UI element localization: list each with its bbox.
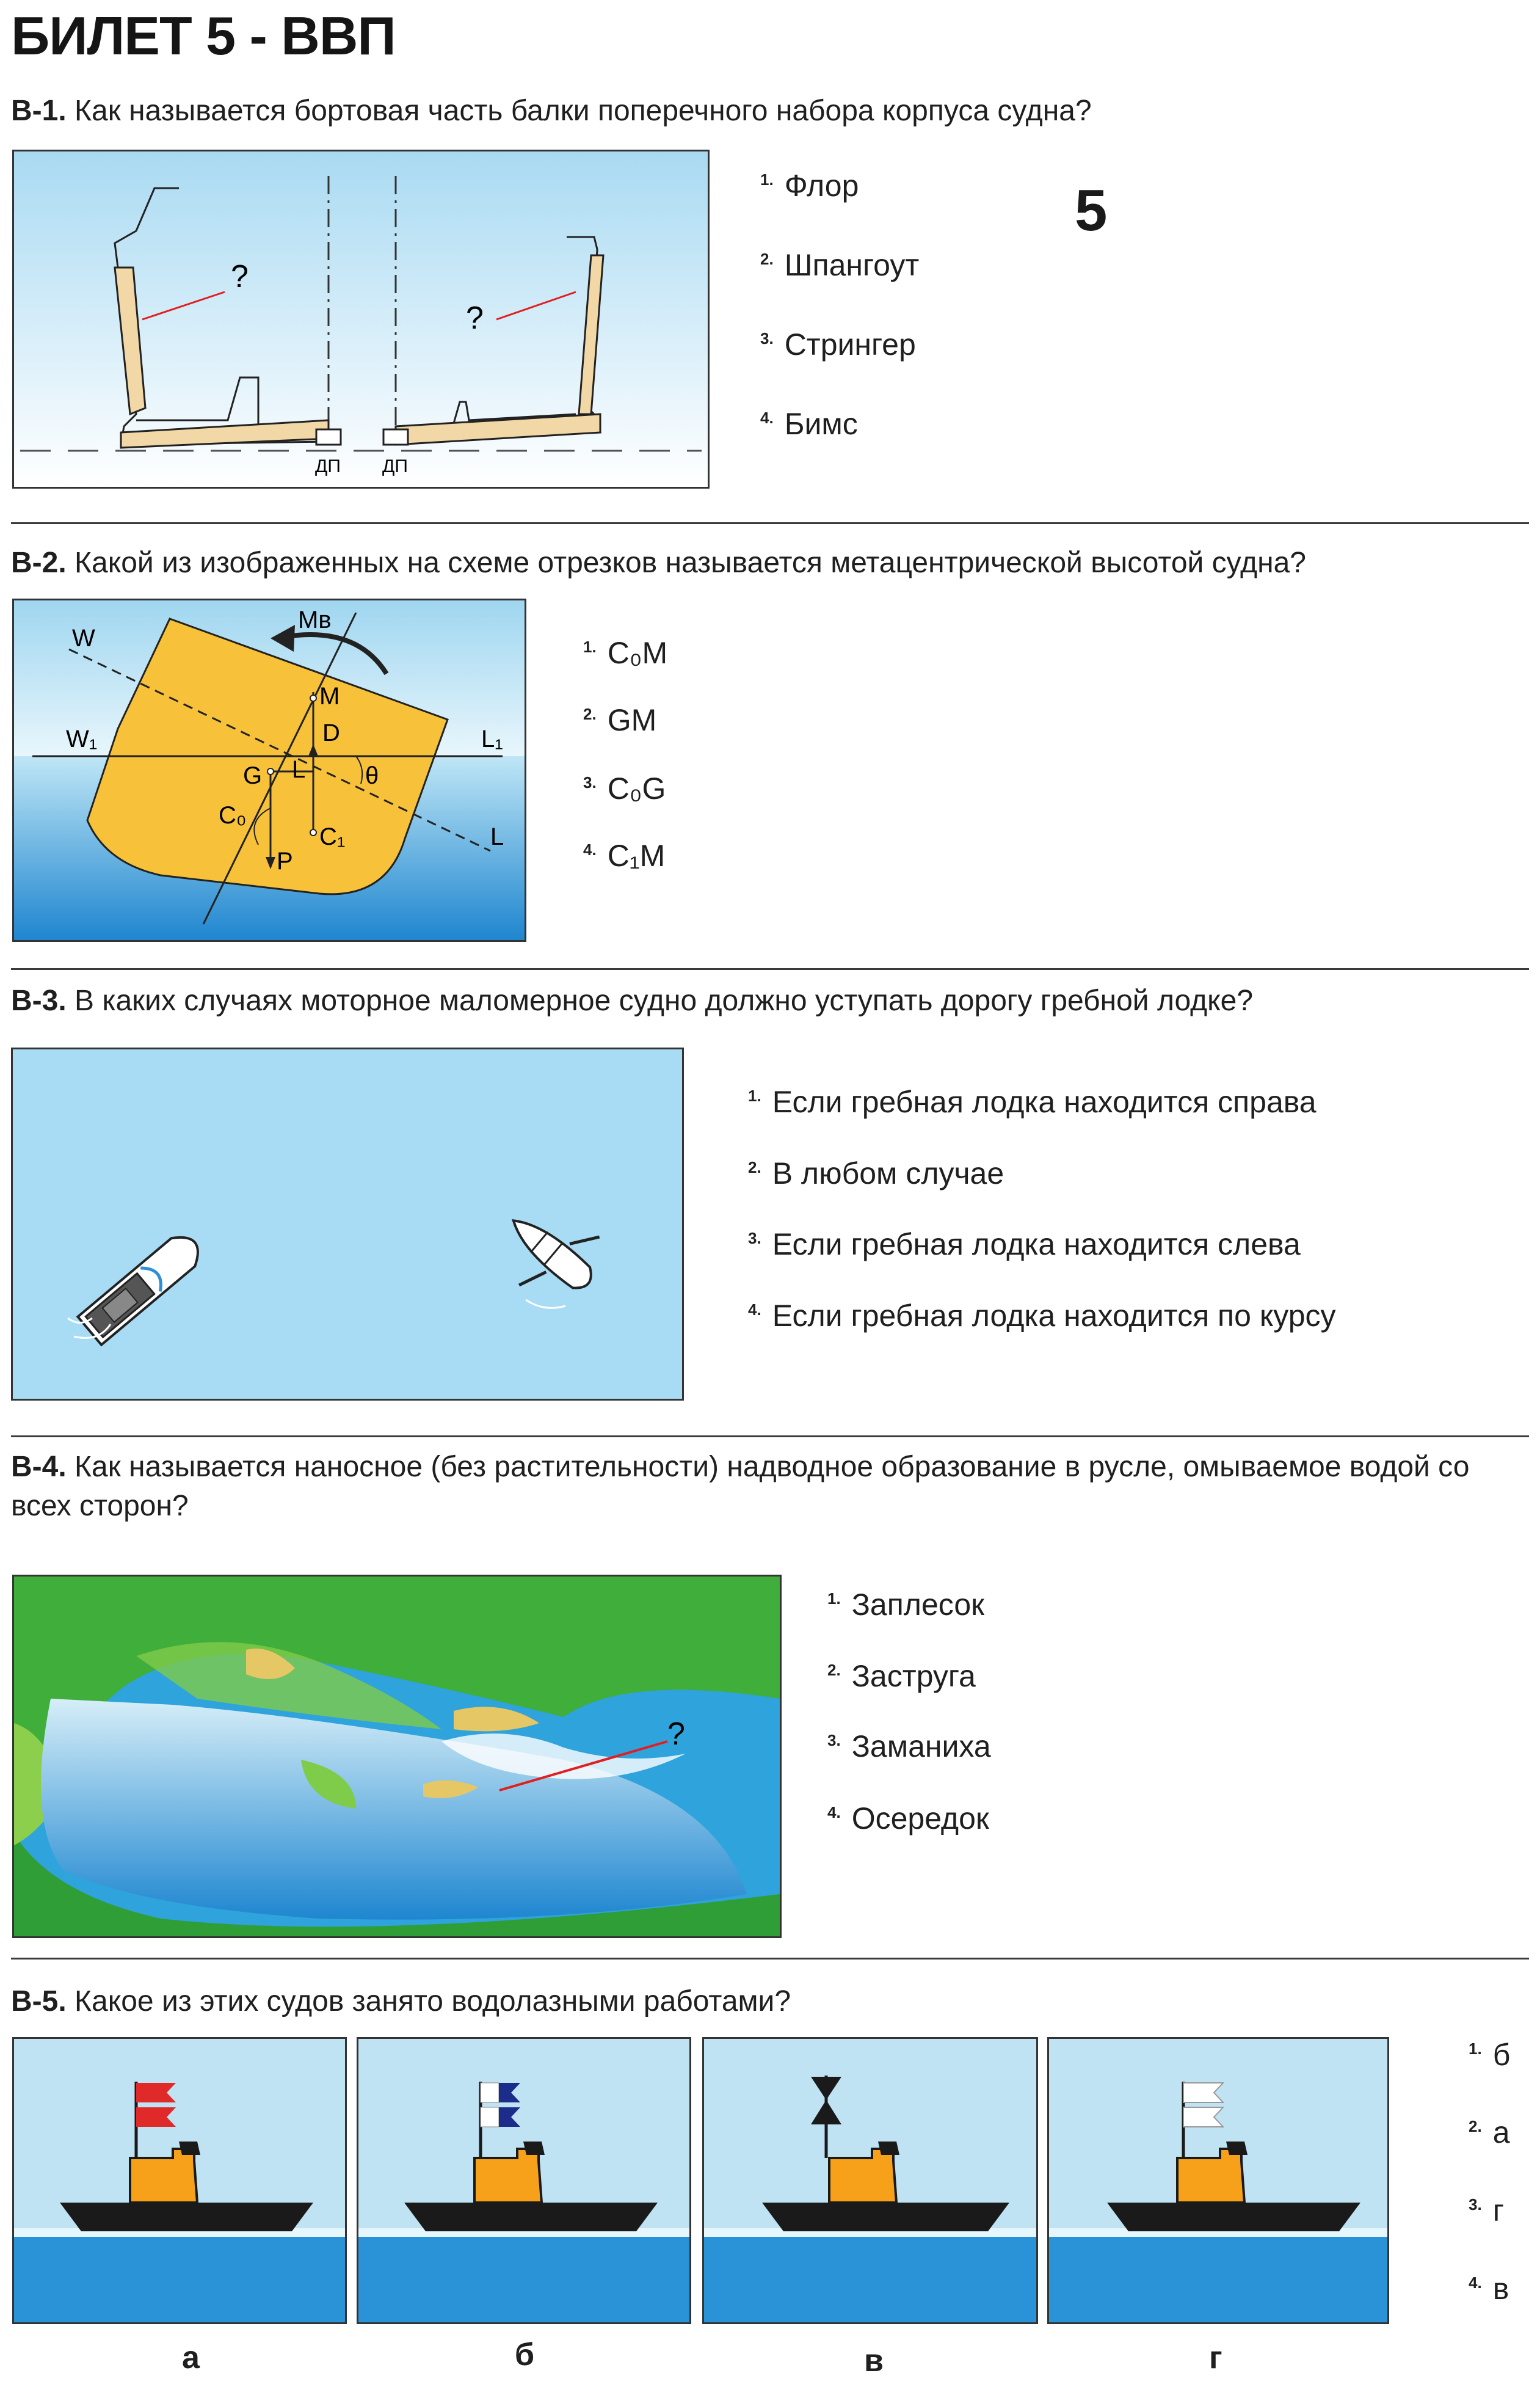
question-2 [11,544,1306,583]
q3-option-3[interactable]: $^{3.}$ Если гребная лодка находится слева [748,1227,1301,1261]
q1-option-3[interactable]: $^{3.}$ Стрингер [760,327,916,362]
q1-option-1[interactable]: $^{1.}$ Флор [760,169,859,203]
question-5 [11,1982,791,2021]
hull-cross-section-svg [14,151,708,487]
q3-option-2[interactable]: $^{2.}$ В любом случае [748,1156,1004,1190]
q4-option-4[interactable]: $^{4.}$ Осередок [827,1801,989,1835]
boats-encounter-figure [11,1048,684,1401]
q5-option-1[interactable]: $^{1.}$ б [1469,2038,1511,2072]
q3-option-1[interactable]: $^{1.}$ Если гребная лодка находится справа [748,1085,1317,1119]
river-island-figure [12,1575,782,1938]
label-G: G [243,762,263,789]
question-2-code: В-2. [11,547,67,579]
label-W: W [72,625,95,652]
q1-option-2[interactable]: $^{2.}$ Шпангоут [760,248,920,282]
q2-option-2[interactable]: $^{2.}$ GM [583,703,657,737]
label-C1: C₁ [319,823,346,850]
vessel-panel-b [357,2037,691,2324]
q1-option-4[interactable]: $^{4.}$ Бимс [760,407,858,441]
label-L: L [490,823,504,850]
vessel-panel-v [702,2037,1038,2324]
label-C0: C₀ [219,802,247,829]
question-5-text: Какое из этих судов занято водолазными работами? [74,1985,791,2018]
question-4-code: В-4. [11,1451,67,1483]
q4-option-2[interactable]: $^{2.}$ Заструга [827,1659,976,1693]
q5-option-2[interactable]: $^{2.}$ а [1469,2115,1510,2149]
q5-option-4[interactable]: $^{4.}$ в [1469,2272,1509,2306]
label-W1: W₁ [66,726,98,753]
island-question-mark: ? [667,1716,685,1752]
hull-question-mark-left: ? [231,259,249,294]
question-4-text: Как называется наносное (без растительности) надводное образование в русле, омываемое водой со [74,1451,1470,1483]
page-title: БИЛЕТ 5 - ВВП [11,5,396,66]
label-Mv: Мв [298,607,332,633]
section-divider-4 [11,1958,1529,1959]
question-2-text: Какой из изображенных на схеме отрезков называется метацентрической высотой судна? [74,547,1306,579]
question-3 [11,982,1253,1021]
boats-encounter-svg [13,1049,682,1399]
section-divider-1 [11,522,1529,524]
label-theta: θ [365,762,379,789]
panel-label-b: б [515,2337,535,2372]
question-5-code: В-5. [11,1985,67,2018]
label-L-small: L [292,756,306,783]
section-divider-3 [11,1435,1529,1437]
q2-option-3[interactable]: $^{3.}$ C₀G [583,771,666,806]
metacentric-diagram-figure [12,599,526,942]
q4-option-3[interactable]: $^{3.}$ Заманиха [827,1729,991,1763]
label-P: P [277,848,293,875]
label-M: M [319,683,340,710]
hull-cross-section-figure [12,150,710,489]
ticket-number-mark: 5 [1075,178,1108,243]
section-divider-2 [11,968,1529,970]
label-L1: L₁ [481,726,503,753]
label-D: D [322,720,340,746]
hull-dp-label-left: ДП [315,456,341,476]
q2-option-1[interactable]: $^{1.}$ C₀M [583,636,668,670]
question-1-code: В-1. [11,95,67,127]
river-island-svg [14,1577,780,1936]
panel-label-g: г [1209,2340,1222,2375]
panel-label-v: в [864,2343,884,2379]
vessel-panel-a [12,2037,347,2324]
question-4-text-continued: всех сторон? [11,1490,189,1522]
q5-option-3[interactable]: $^{3.}$ г [1469,2193,1504,2228]
q3-option-4[interactable]: $^{4.}$ Если гребная лодка находится по курсу [748,1299,1336,1333]
question-4 [11,1448,1469,1526]
question-1 [11,92,1092,131]
q2-option-4[interactable]: $^{4.}$ C₁M [583,839,666,873]
hull-question-mark-right: ? [466,301,484,336]
metacentric-diagram-svg [14,600,525,940]
q4-option-1[interactable]: $^{1.}$ Заплесок [827,1588,984,1622]
question-3-text: В каких случаях моторное маломерное судно должно уступать дорогу гребной лодке? [74,985,1254,1017]
vessel-panel-g [1047,2037,1389,2324]
question-3-code: В-3. [11,985,67,1017]
question-1-text: Как называется бортовая часть балки поперечного набора корпуса судна? [74,95,1092,127]
panel-label-a: а [182,2340,200,2375]
hull-dp-label-right: ДП [382,456,408,476]
